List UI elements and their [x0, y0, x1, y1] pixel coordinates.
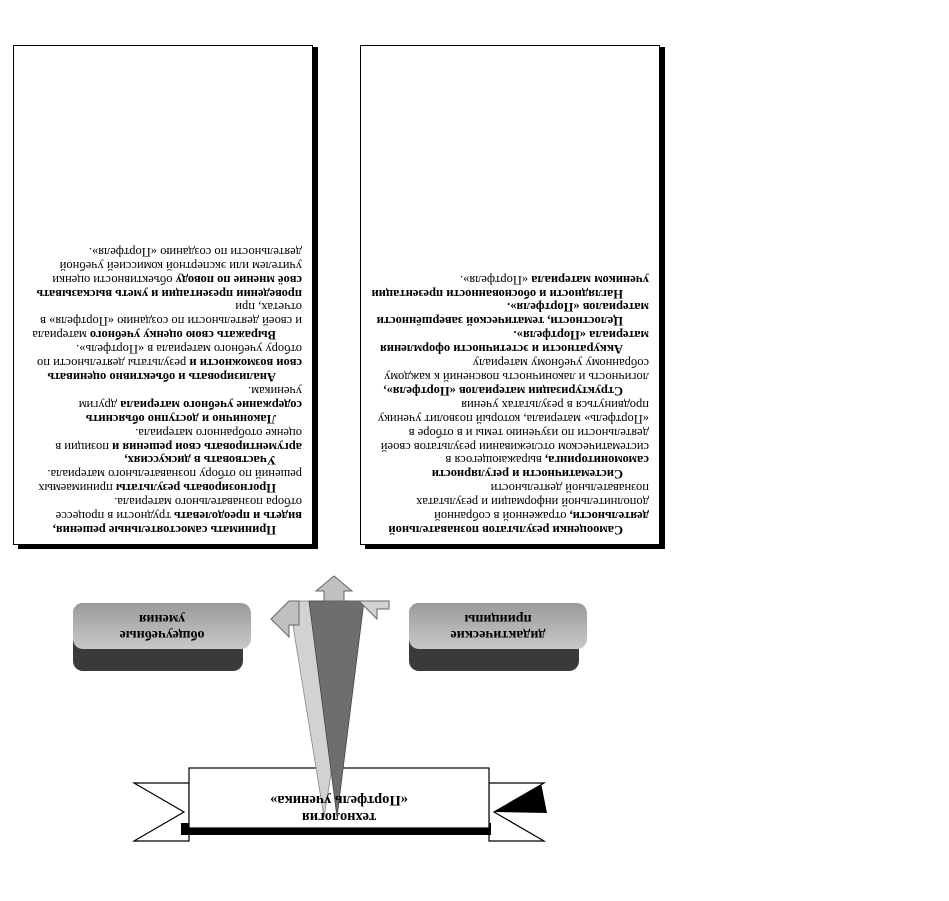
principle-3-title: Структуризации материалов «Портфеля», [383, 383, 623, 398]
skills-box [73, 603, 251, 649]
skill-2-title: Прогнозировать результаты [115, 481, 276, 496]
banner-line-2: «Портфель ученика» [270, 792, 408, 808]
principles-box-line-2: принципы [464, 611, 532, 626]
skill-1-title: Принимать самостоятельные решения, видеть и преодолевать [52, 509, 302, 537]
skill-1-text: трудности в процессе отбора познавательного материала. [55, 495, 302, 524]
principle-3-text: логичность и лаконичность пояснений к каждому собранному учебному материалу [384, 356, 649, 385]
principles-box-line-1: дидактические [450, 627, 546, 642]
principle-6-title: Наглядности и обоснованности презентации учеником материала [371, 272, 649, 301]
banner-line-1: технология [301, 809, 377, 825]
skill-5-text: результаты деятельности по отбору учебного материала в «Портфель». [37, 342, 302, 371]
skill-5-title: Анализировать и объективно оценивать свои возможности и [47, 356, 302, 385]
skill-4-title: Лаконично и доступно объяснить содержание учебного материала [85, 397, 302, 426]
principle-2-text: выражающегося в систематическом отслеживании результатов своей деятельности по изучению темы и в отборе в «Портфель» материала, который позволит ученику продвинуться в результатах учения [377, 397, 649, 468]
principle-4-title: Аккуратности и эстетичности оформления материала «Портфеля». [380, 328, 649, 357]
banner-title [239, 791, 439, 825]
principle-1-title: Самооценки результатов познавательной деятельности, [388, 509, 649, 537]
skill-7-title: проведении презентации и уметь высказывать своё мнение по поводу [36, 272, 302, 301]
principles-box [409, 603, 587, 649]
principle-5-title: Целостности, тематической завершённости материалов «Портфеля». [376, 300, 649, 329]
skill-7-text: объективности оценки учителем или экспертной комиссией учебной деятельности по созданию «Портфеля». [52, 244, 302, 287]
skill-6-text: материала и своей деятельности по созданию «Портфеля» в отчетах, при [32, 300, 302, 343]
principles-panel [360, 45, 660, 545]
skills-list [24, 244, 302, 536]
skill-2-text: принимаемых решений по отбору познавательного материала. [38, 467, 302, 496]
skills-box-line-2: умения [138, 611, 186, 626]
ribbon-right-tail [134, 783, 189, 841]
principle-2-title: Систематичности и регулярности самомониторинга, [431, 453, 649, 482]
skill-6-title: Выражать свою оценку учебного [89, 328, 276, 343]
skills-panel [13, 45, 313, 545]
skill-3-text: позиции в оценке отобранного материала. [55, 425, 302, 454]
skill-4-text: другим ученикам. [78, 383, 302, 412]
arrow-head-up [316, 576, 352, 601]
principle-6-text: «Портфеля». [460, 272, 529, 287]
skills-box-line-1: общеучебные [119, 627, 205, 642]
skill-3-title: Участвовать в дискуссиях, аргументировать свои решения и [112, 439, 302, 468]
principles-list [371, 272, 649, 536]
principle-1-text: отраженной в собранной дополнительной информации и результатах познавательной деятельности [416, 481, 649, 524]
